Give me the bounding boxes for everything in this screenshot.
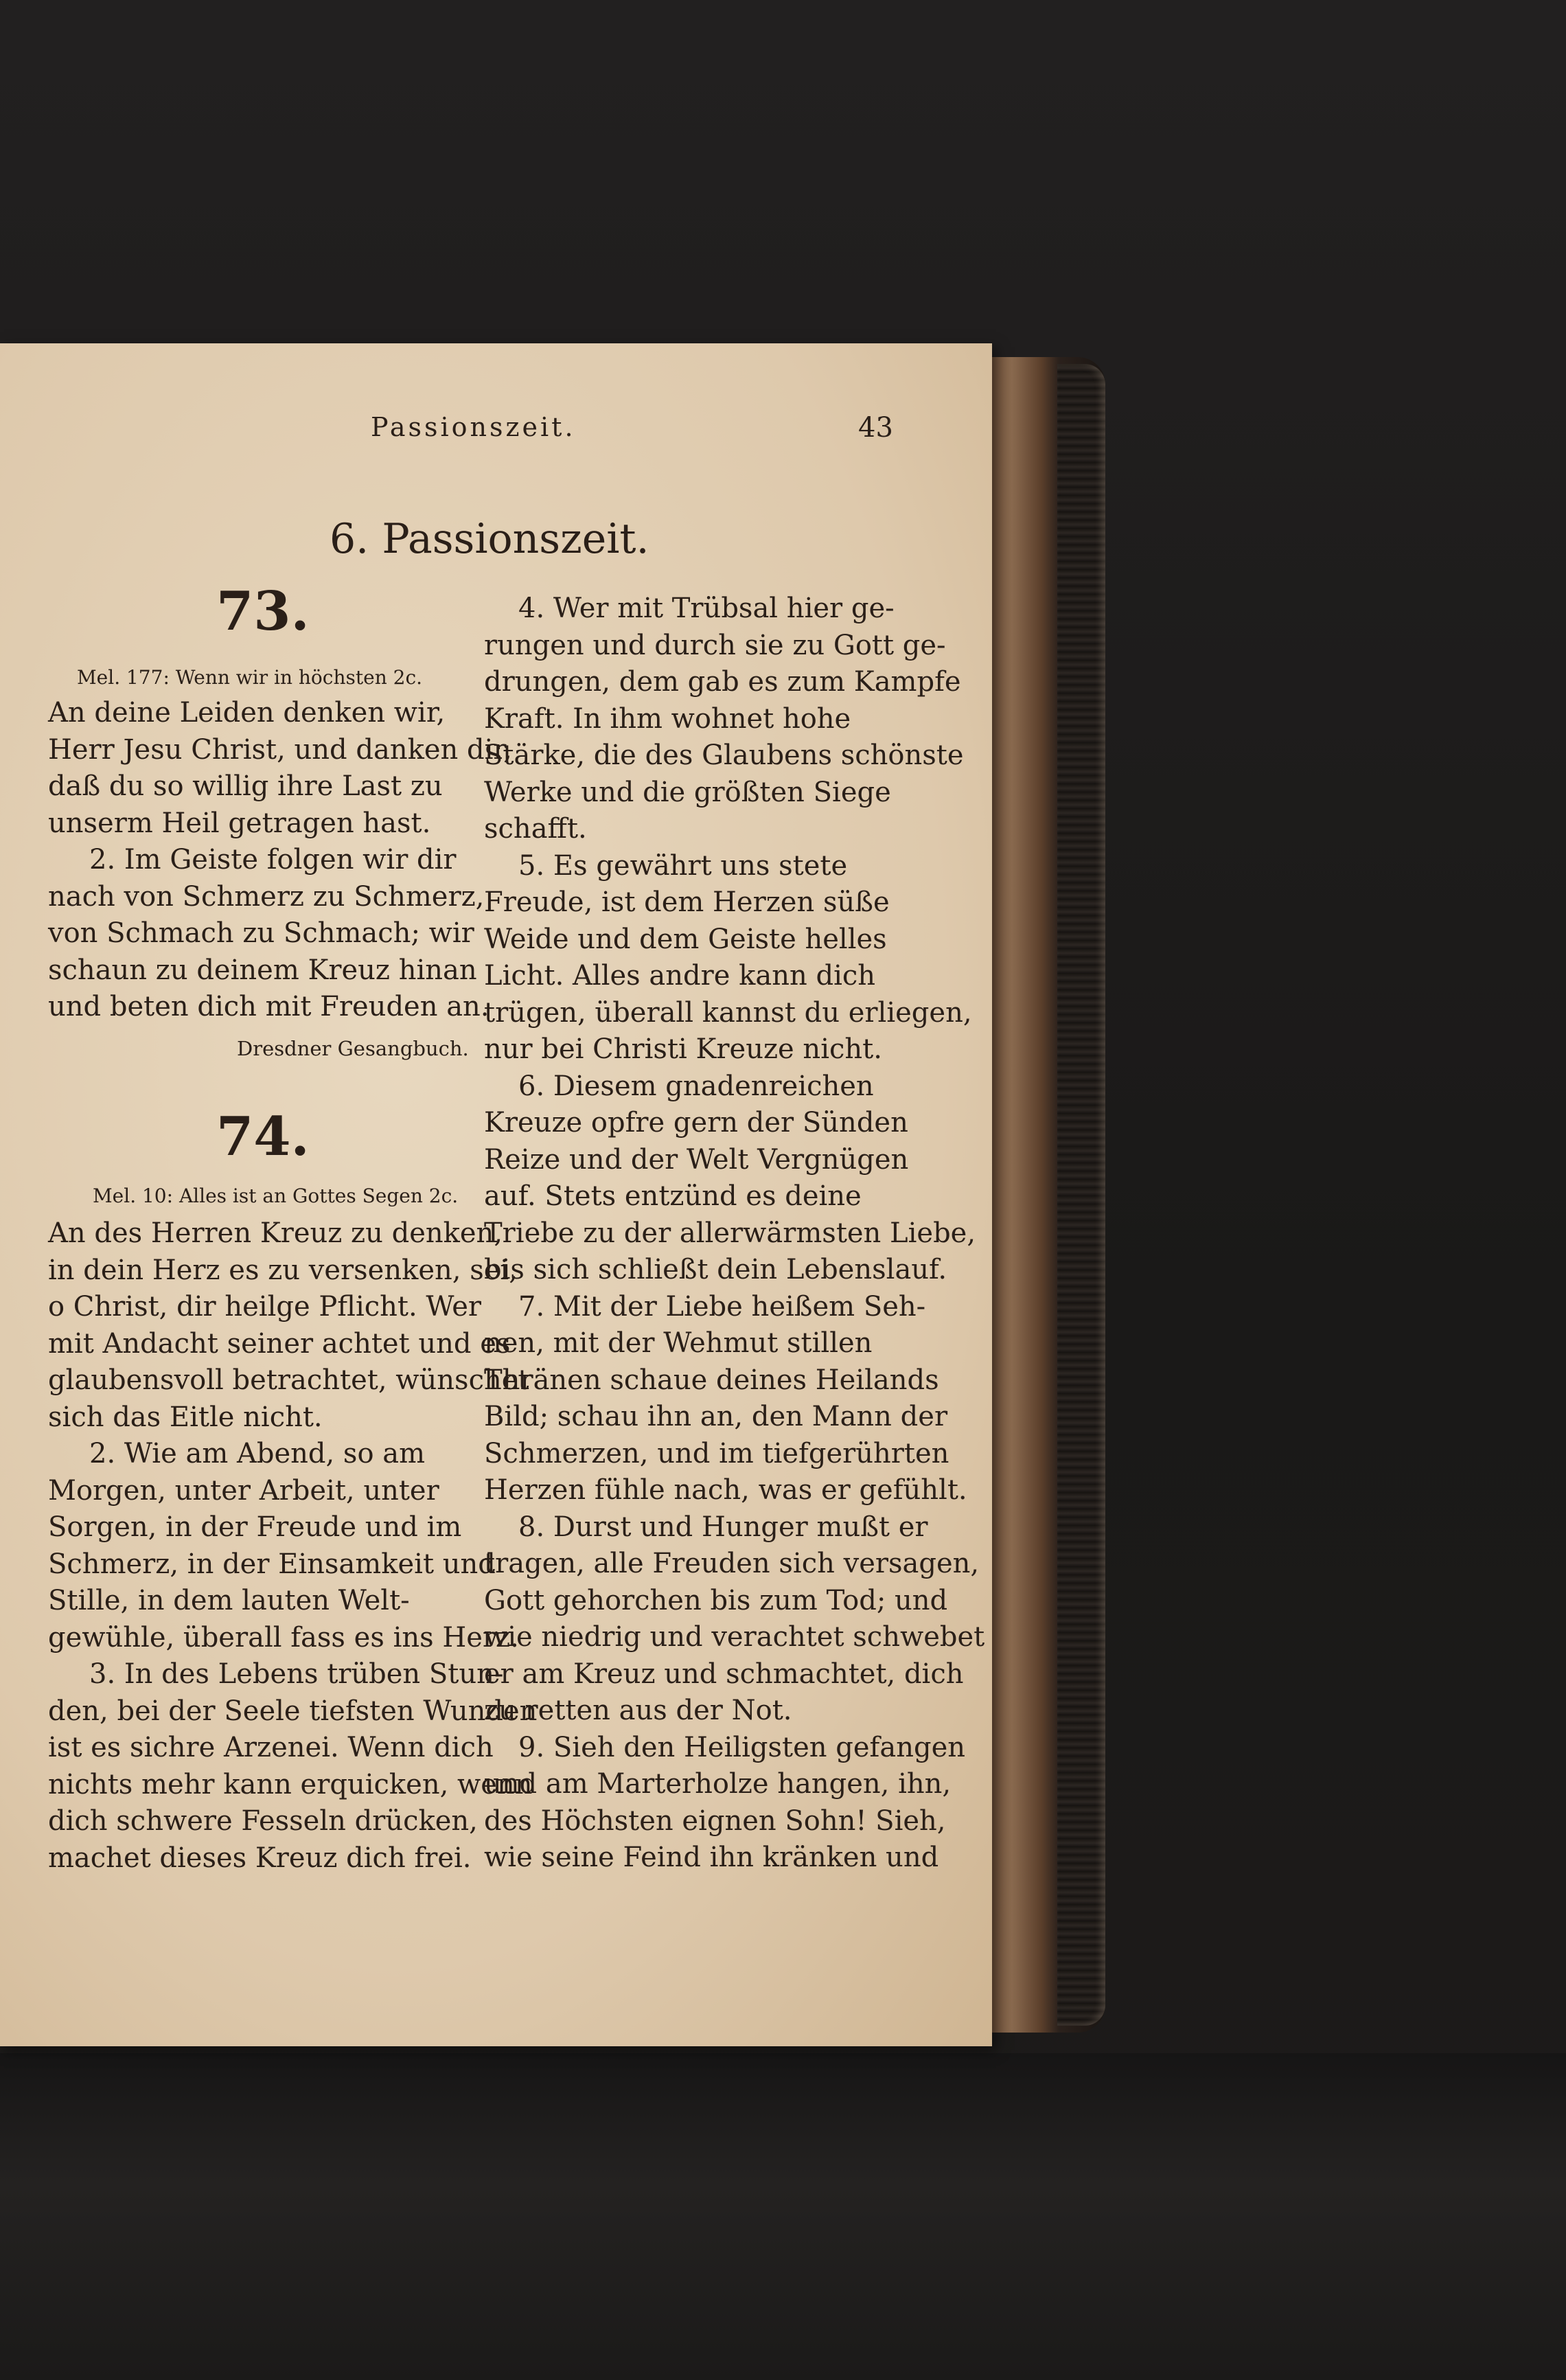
text-line: von Schmach zu Schmach; wir: [48, 917, 474, 949]
text-line: Werke und die größten Siege: [484, 776, 891, 808]
hymn-73-melody: Mel. 177: Wenn wir in höchsten 2c.: [77, 666, 423, 689]
text-line: machet dieses Kreuz dich frei.: [48, 1842, 472, 1874]
text-line: Kreuze opfre gern der Sünden: [484, 1107, 908, 1138]
text-line: dich schwere Fesseln drücken,: [48, 1805, 478, 1837]
text-line: An deine Leiden denken wir,: [48, 697, 446, 729]
text-line: und am Marterholze hangen, ihn,: [484, 1768, 952, 1800]
background-fold: [0, 2053, 1566, 2380]
text-line: gewühle, überall fass es ins Herz.: [48, 1621, 519, 1654]
text-line: tragen, alle Freuden sich versagen,: [484, 1548, 980, 1579]
text-line: des Höchsten eignen Sohn! Sieh,: [484, 1805, 946, 1837]
text-line: wie niedrig und verachtet schwebet: [484, 1621, 985, 1653]
text-line: trügen, überall kannst du erliegen,: [484, 996, 972, 1029]
text-line: ist es sichre Arzenei. Wenn dich: [48, 1732, 494, 1763]
hymn-73-text: [48, 695, 512, 1026]
text-line: zu retten aus der Not.: [484, 1695, 792, 1726]
text-line: schaun zu deinem Kreuz hinan: [48, 954, 477, 986]
text-line: Thränen schaue deines Heilands: [484, 1364, 939, 1396]
text-line: nichts mehr kann erquicken, wenn: [48, 1768, 533, 1800]
text-line: 3. In des Lebens trüben Stun-: [89, 1658, 504, 1690]
text-line: Sorgen, in der Freude und im: [48, 1511, 462, 1543]
text-line: 4. Wer mit Trübsal hier ge-: [518, 593, 895, 624]
text-line: Schmerzen, und im tiefgerührten: [484, 1437, 949, 1469]
page-number: 43: [858, 412, 893, 444]
text-line: Reize und der Welt Vergnügen: [484, 1143, 909, 1176]
hymn-74-melody: Mel. 10: Alles ist an Gottes Segen 2c.: [93, 1185, 459, 1207]
text-line: Herzen fühle nach, was er gefühlt.: [484, 1474, 967, 1506]
text-line: daß du so willig ihre Last zu: [48, 770, 443, 802]
text-line: mit Andacht seiner achtet und es: [48, 1327, 511, 1360]
text-line: schafft.: [484, 813, 587, 845]
book-cover-edge: [1057, 364, 1105, 2026]
page-content: [0, 343, 992, 2046]
text-line: Morgen, unter Arbeit, unter: [48, 1474, 439, 1507]
text-line: wie seine Feind ihn kränken und: [484, 1842, 939, 1873]
text-line: rungen und durch sie zu Gott ge-: [484, 629, 946, 661]
text-line: nur bei Christi Kreuze nicht.: [484, 1033, 882, 1065]
text-line: nen, mit der Wehmut stillen: [484, 1327, 873, 1359]
text-line: Bild; schau ihn an, den Mann der: [484, 1401, 948, 1432]
text-line: Triebe zu der allerwärmsten Liebe,: [484, 1217, 976, 1249]
text-line: Stille, in dem lauten Welt-: [48, 1585, 410, 1616]
text-line: er am Kreuz und schmachtet, dich: [484, 1658, 964, 1690]
text-line: 6. Diesem gnadenreichen: [518, 1070, 874, 1102]
text-line: o Christ, dir heilge Pflicht. Wer: [48, 1291, 482, 1323]
hymn-73-source: Dresdner Gesangbuch.: [237, 1037, 469, 1060]
text-line: Freude, ist dem Herzen süße: [484, 886, 890, 918]
text-line: Gott gehorchen bis zum Tod; und: [484, 1584, 948, 1616]
text-line: 7. Mit der Liebe heißem Seh-: [518, 1290, 926, 1323]
section-title: 6. Passionszeit.: [330, 515, 649, 563]
text-line: Schmerz, in der Einsamkeit und: [48, 1548, 496, 1580]
book-page: [0, 343, 992, 2046]
text-line: Weide und dem Geiste helles: [484, 923, 887, 955]
hymn-number-73: 73.: [216, 580, 310, 643]
text-line: auf. Stets entzünd es deine: [484, 1180, 862, 1212]
text-line: glaubensvoll betrachtet, wünschet: [48, 1364, 529, 1396]
text-line: 2. Wie am Abend, so am: [89, 1438, 426, 1469]
text-line: bis sich schließt dein Lebenslauf.: [484, 1254, 947, 1285]
text-line: Herr Jesu Christ, und danken dir,: [48, 733, 512, 766]
text-line: 2. Im Geiste folgen wir dir: [89, 844, 457, 876]
text-line: Stärke, die des Glaubens schönste: [484, 740, 964, 771]
text-line: den, bei der Seele tiefsten Wunden: [48, 1695, 538, 1727]
text-line: in dein Herz es zu versenken, sei,: [48, 1254, 518, 1286]
text-line: drungen, dem gab es zum Kampfe: [484, 666, 961, 698]
text-line: nach von Schmerz zu Schmerz,: [48, 880, 485, 913]
running-title: Passionszeit.: [371, 412, 576, 442]
text-line: sich das Eitle nicht.: [48, 1401, 323, 1433]
text-line: 5. Es gewährt uns stete: [518, 849, 848, 882]
right-column-text: [484, 591, 985, 1877]
hymn-number-74: 74.: [216, 1106, 310, 1168]
text-line: Licht. Alles andre kann dich: [484, 960, 876, 992]
hymn-74-text: [48, 1215, 538, 1877]
text-line: An des Herren Kreuz zu denken,: [48, 1217, 503, 1249]
text-line: unserm Heil getragen hast.: [48, 807, 431, 839]
text-line: 9. Sieh den Heiligsten gefangen: [518, 1731, 965, 1763]
text-line: und beten dich mit Freuden an.: [48, 991, 490, 1022]
text-line: Kraft. In ihm wohnet hohe: [484, 702, 851, 735]
text-line: 8. Durst und Hunger mußt er: [518, 1511, 928, 1543]
